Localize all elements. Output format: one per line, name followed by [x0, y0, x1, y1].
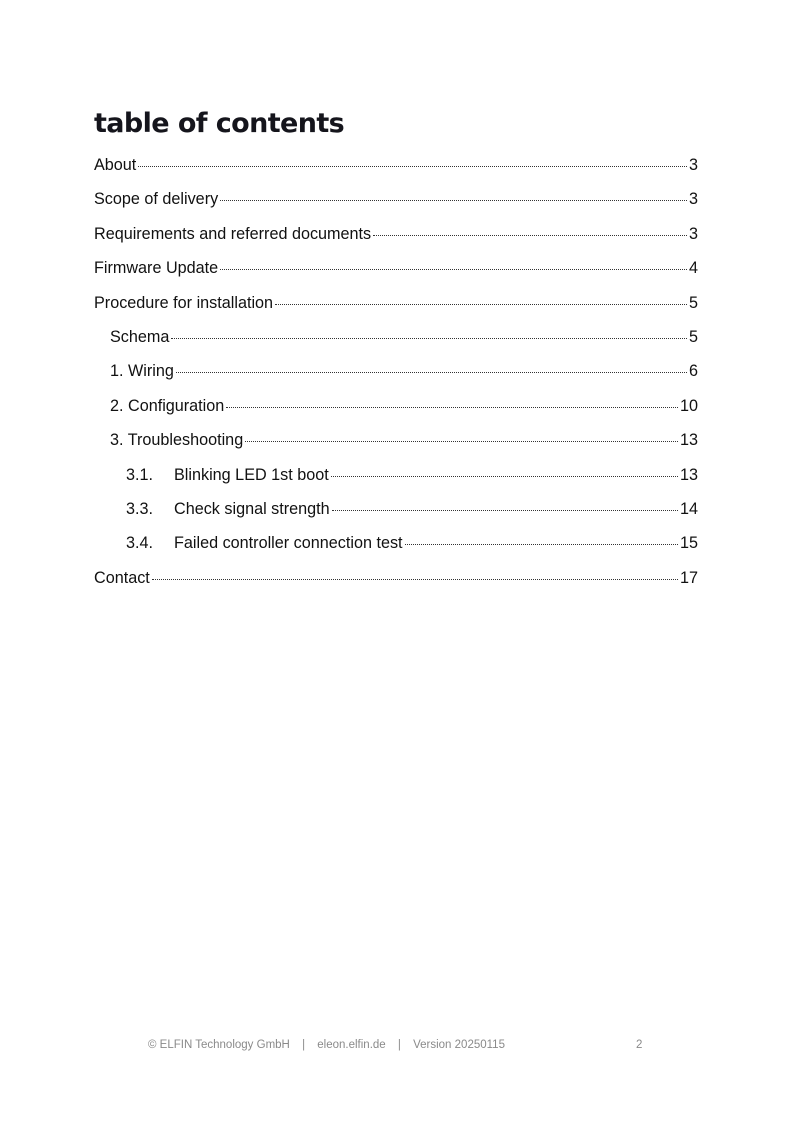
toc-dot-leader — [332, 510, 678, 511]
toc-entry-page: 4 — [688, 259, 698, 278]
toc-dot-leader — [405, 544, 678, 545]
toc-entry-label: About — [94, 156, 137, 174]
footer-separator: | — [302, 1039, 306, 1051]
toc-entry-page: 10 — [679, 396, 698, 415]
toc-entry-text: Blinking LED 1st boot — [174, 465, 329, 484]
toc-entry-page: 5 — [688, 327, 698, 346]
page-footer — [148, 1039, 505, 1051]
toc-entry-page: 13 — [679, 431, 698, 450]
toc-entry-page: 3 — [688, 224, 698, 243]
toc-entry-page: 3 — [688, 190, 698, 209]
toc-dot-leader — [152, 579, 678, 580]
toc-heading: table of contents — [94, 108, 345, 139]
toc-dot-leader — [373, 235, 687, 236]
toc-dot-leader — [331, 476, 678, 477]
toc-entry-configuration[interactable] — [94, 397, 698, 431]
toc-entry-page: 5 — [688, 293, 698, 312]
toc-entry-page: 14 — [679, 499, 698, 518]
toc-entry-check-signal-strength[interactable] — [94, 500, 698, 534]
toc-entry-label — [126, 500, 330, 519]
toc-entry-label — [126, 534, 403, 553]
toc-dot-leader — [220, 200, 687, 201]
toc-entry-page: 3 — [688, 156, 698, 174]
toc-dot-leader — [226, 407, 678, 408]
toc-entry-blinking-led[interactable] — [94, 466, 698, 500]
toc-dot-leader — [138, 166, 687, 167]
toc-entry-label — [126, 466, 329, 485]
toc-entry-procedure-for-installation[interactable] — [94, 294, 698, 328]
toc-entry-wiring[interactable] — [94, 362, 698, 396]
toc-dot-leader — [275, 304, 687, 305]
toc-entry-troubleshooting[interactable] — [94, 431, 698, 465]
toc-entry-number: 3.3. — [126, 499, 154, 518]
toc-entry-label: Schema — [110, 327, 170, 346]
toc-entry-page: 15 — [679, 534, 698, 553]
footer-page-number: 2 — [636, 1039, 643, 1051]
toc-entry-number: 3.1. — [126, 465, 154, 484]
toc-entry-label: Requirements and referred documents — [94, 224, 372, 243]
footer-website: eleon.elfin.de — [317, 1039, 386, 1051]
toc-entry-scope-of-delivery[interactable] — [94, 190, 698, 224]
toc-dot-leader — [245, 441, 678, 442]
toc-entry-failed-controller-connection[interactable] — [94, 534, 698, 568]
toc-entry-text: Failed controller connection test — [174, 534, 403, 553]
footer-version: Version 20250115 — [413, 1039, 505, 1051]
toc-entry-page: 6 — [688, 362, 698, 381]
toc-entry-label: 2. Configuration — [110, 396, 225, 415]
toc-list — [94, 156, 698, 603]
toc-entry-schema[interactable] — [94, 328, 698, 362]
toc-entry-requirements[interactable] — [94, 225, 698, 259]
toc-entry-label: 3. Troubleshooting — [110, 431, 244, 450]
footer-separator: | — [397, 1039, 401, 1051]
toc-entry-label: 1. Wiring — [110, 362, 174, 381]
footer-copyright: © ELFIN Technology GmbH — [148, 1039, 290, 1051]
toc-entry-page: 17 — [679, 568, 698, 587]
toc-entry-number: 3.4. — [126, 534, 154, 553]
toc-dot-leader — [220, 269, 687, 270]
toc-entry-label: Contact — [94, 568, 150, 587]
toc-entry-label: Procedure for installation — [94, 293, 274, 312]
toc-entry-about[interactable] — [94, 156, 698, 190]
toc-dot-leader — [171, 338, 687, 339]
toc-entry-contact[interactable] — [94, 569, 698, 603]
toc-entry-label: Scope of delivery — [94, 190, 219, 209]
toc-entry-text: Check signal strength — [174, 499, 330, 518]
toc-dot-leader — [176, 372, 687, 373]
toc-entry-page: 13 — [679, 465, 698, 484]
toc-entry-firmware-update[interactable] — [94, 259, 698, 293]
toc-entry-label: Firmware Update — [94, 259, 219, 278]
